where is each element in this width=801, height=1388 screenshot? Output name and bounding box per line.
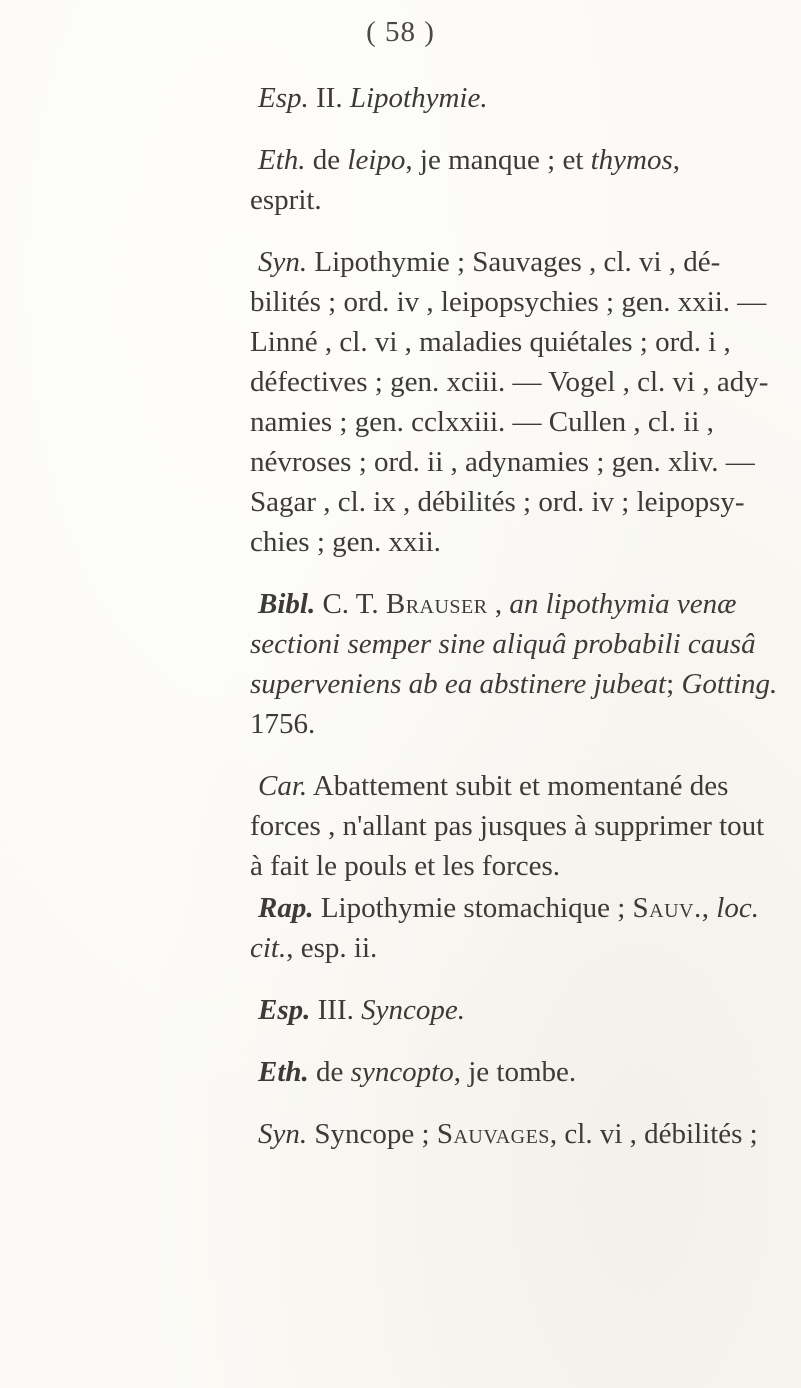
relations-text: , esp. ii. (286, 932, 378, 964)
etymology-greek-word: syncopto (350, 1056, 454, 1088)
synonymy-1-line6: névroses ; ord. ii , adynamies ; gen. xliv. — (250, 446, 755, 478)
etymology-1-line1 (258, 140, 680, 180)
bibliography-title: superveniens ab ea abstinere jubeat (250, 668, 667, 700)
bibliography-label: Bibl. (258, 588, 316, 620)
synonymy-text: , cl. vi , débilités ; (549, 1118, 758, 1150)
etymology-text: de (312, 144, 341, 176)
relations-text: , (701, 892, 710, 924)
synonymy-1-line8: chies ; gen. xxii. (250, 526, 441, 558)
etymology-label: Eth. (258, 1056, 309, 1088)
characters-line2: forces , n'allant pas jusques à supprimer tout (250, 810, 765, 842)
synonymy-1-line2: bilités ; ord. iv , leipopsychies ; gen. xxii. — (250, 286, 767, 318)
relations-text: Lipothymie stomachique ; (320, 892, 626, 924)
synonymy-text: Lipothymie ; Sauvages , cl. vi , dé- (314, 246, 721, 278)
synonymy-2-line (258, 1114, 758, 1154)
bibliography-title: an lipothymia venæ (509, 588, 737, 620)
etymology-1-line2: esprit. (250, 184, 322, 216)
synonymy-1-line1 (258, 242, 720, 282)
species-number: III. (317, 994, 354, 1026)
characters-text: Abattement subit et momentané des (312, 770, 729, 802)
species-title: Lipothymie. (349, 82, 488, 114)
species-3-heading (258, 990, 465, 1030)
etymology-text: de (316, 1056, 344, 1088)
relations-line2 (250, 928, 377, 968)
relations-ref: loc. (716, 892, 759, 924)
synonymy-author: Sauvages (436, 1118, 550, 1150)
etymology-2-line (258, 1052, 576, 1092)
relations-ref: cit. (250, 932, 287, 964)
synonymy-1-line7: Sagar , cl. ix , débilités ; ord. iv ; leipopsy- (250, 486, 745, 518)
characters-label: Car. (258, 770, 308, 802)
bibliography-text: C. T. (322, 588, 379, 620)
characters-line1 (258, 766, 728, 806)
synonymy-label: Syn. (258, 1118, 308, 1150)
etymology-text: , je manque ; et (405, 144, 584, 176)
species-title: Syncope. (361, 994, 465, 1026)
etymology-greek-word: thymos (590, 144, 673, 176)
etymology-text: , je tombe. (453, 1056, 577, 1088)
bibliography-year: 1756. (250, 708, 316, 740)
species-label: Esp. (258, 82, 309, 114)
characters-line3: à fait le pouls et les forces. (250, 850, 561, 882)
synonymy-1-line5: namies ; gen. cclxxiii. — Cullen , cl. ii , (250, 406, 714, 438)
relations-line1 (258, 888, 759, 928)
relations-label: Rap. (258, 892, 314, 924)
species-number: II. (316, 82, 343, 114)
bibliography-line3 (250, 664, 777, 704)
synonymy-1-line3: Linné , cl. vi , maladies quiétales ; ord. i , (250, 326, 731, 358)
etymology-greek-word: leipo (347, 144, 406, 176)
synonymy-1-line4: défectives ; gen. xciii. — Vogel , cl. vi , ady- (250, 366, 769, 398)
species-label: Esp. (258, 994, 311, 1026)
etymology-text: , (672, 144, 681, 176)
bibliography-place: Gotting. (681, 668, 778, 700)
etymology-label: Eth. (258, 144, 306, 176)
bibliography-author: Brauser (385, 588, 488, 620)
bibliography-line2: sectioni semper sine aliquâ probabili causâ (250, 628, 756, 660)
synonymy-label: Syn. (258, 246, 308, 278)
bibliography-text: , (494, 588, 503, 620)
species-2-heading (258, 78, 488, 118)
bibliography-line1 (258, 584, 737, 624)
synonymy-text: Syncope ; (314, 1118, 430, 1150)
bibliography-text: ; (666, 668, 675, 700)
relations-author: Sauv. (632, 892, 702, 924)
page-number-header: ( 58 ) (366, 16, 435, 48)
